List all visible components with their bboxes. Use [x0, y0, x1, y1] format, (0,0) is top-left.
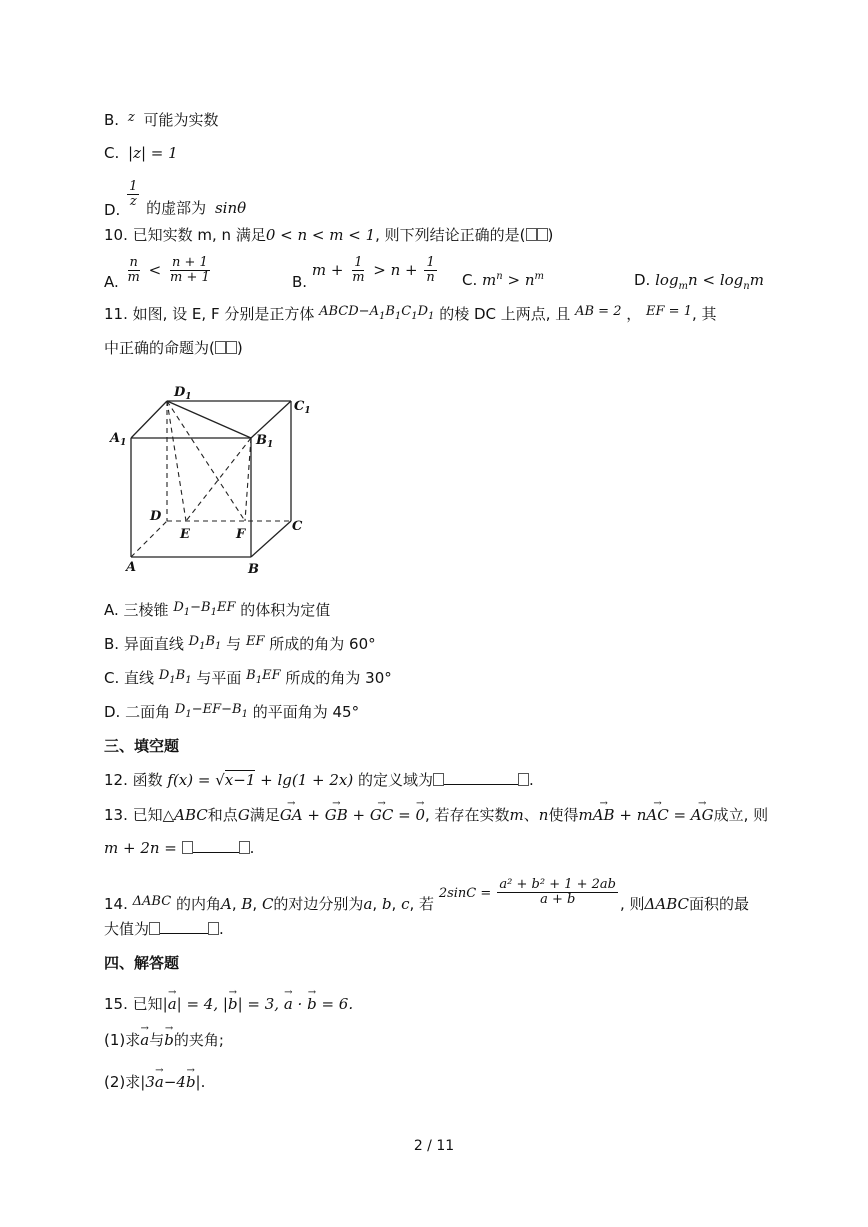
q10-option-d: D. $\log_mn < \log_nm$	[634, 271, 764, 292]
q15-part1: (1)求→ a与→ b的夹角;	[104, 1030, 224, 1050]
label-B: B	[248, 562, 259, 577]
q14-line2: 大值为 .	[104, 920, 224, 938]
q9-option-d: D. $\frac{1}{z}$ 的虚部为 sinθ	[104, 179, 247, 219]
q11-option-c: C. 直线 $D_1B_1$ 与平面 $B_1EF$ 所成的角为 30°	[104, 668, 392, 687]
q9-option-c: C. |z| = 1	[104, 144, 178, 162]
label-D: D	[150, 509, 162, 524]
q10-stem: 10. 已知实数 m, n 满足0 < n < m < 1, 则下列结论正确的是( )	[104, 226, 554, 244]
q11-option-d: D. 二面角 $D_1-EF-B_1$ 的平面角为 45°	[104, 702, 360, 721]
q10-option-a: A. $\frac{n}{m}$ < $\frac{n + 1}{m + 1}$	[104, 255, 210, 291]
q13-line1: 13. 已知△ABC和点G满足→ GA + → GB + → GC = → 0, 若存在实数m、n使得m→ AB + n→ AC = → AG成立, 则	[104, 805, 768, 825]
q11-stem-line2: 中正确的命题为( )	[104, 339, 243, 357]
section-solutions: 四、解答题	[104, 954, 180, 972]
q12: 12. 函数 f(x) = √x−1 + lg(1 + 2x) 的定义域为 .	[104, 771, 534, 789]
q15-part2: (2)求|3→ a−4→ b|.	[104, 1072, 205, 1092]
q15-stem: 15. 已知|→ a| = 4, |→ b| = 3, → a · → b = 6.	[104, 994, 353, 1014]
q10-option-c: C. $m^n > n^m$	[462, 271, 544, 289]
page-number: 2 / 11	[413, 1138, 455, 1154]
section-fill-in: 三、填空题	[104, 737, 180, 755]
label-B1: $B_1$	[256, 433, 274, 450]
q14-line1: 14. ΔABC 的内角A, B, C的对边分别为a, b, c, 若 2sinC = $\frac{\text{a² + b² + 1 + 2ab}}{a + b}$ , 则ΔABC面积的最	[104, 877, 750, 913]
label-E: E	[180, 527, 190, 542]
q9-option-b: B. z 可能为实数	[104, 110, 219, 129]
label-F: F	[236, 527, 246, 542]
q11-option-b: B. 异面直线 $D_1B_1$ 与 EF 所成的角为 60°	[104, 634, 376, 653]
cube-figure	[108, 378, 328, 578]
label-A1: $A_1$	[110, 431, 127, 448]
label-C: C	[292, 519, 303, 534]
label-C1: $C_1$	[294, 399, 311, 416]
label-A: A	[126, 560, 137, 575]
q13-line2: m + 2n = .	[104, 839, 255, 857]
q11-option-a: A. 三棱锥 $D_1-B_1EF$ 的体积为定值	[104, 600, 331, 619]
label-D1: $D_1$	[174, 385, 192, 402]
q11-stem-line1: 11. 如图, 设 E, F 分别是正方体 $ABCD-A_1B_1C_1D_1$ 的棱 DC 上两点, 且 AB = 2 ， EF = 1, 其	[104, 304, 717, 323]
q10-option-b: B. m + $\frac{1}{m}$ > n + $\frac{1}{n}$	[292, 255, 435, 291]
